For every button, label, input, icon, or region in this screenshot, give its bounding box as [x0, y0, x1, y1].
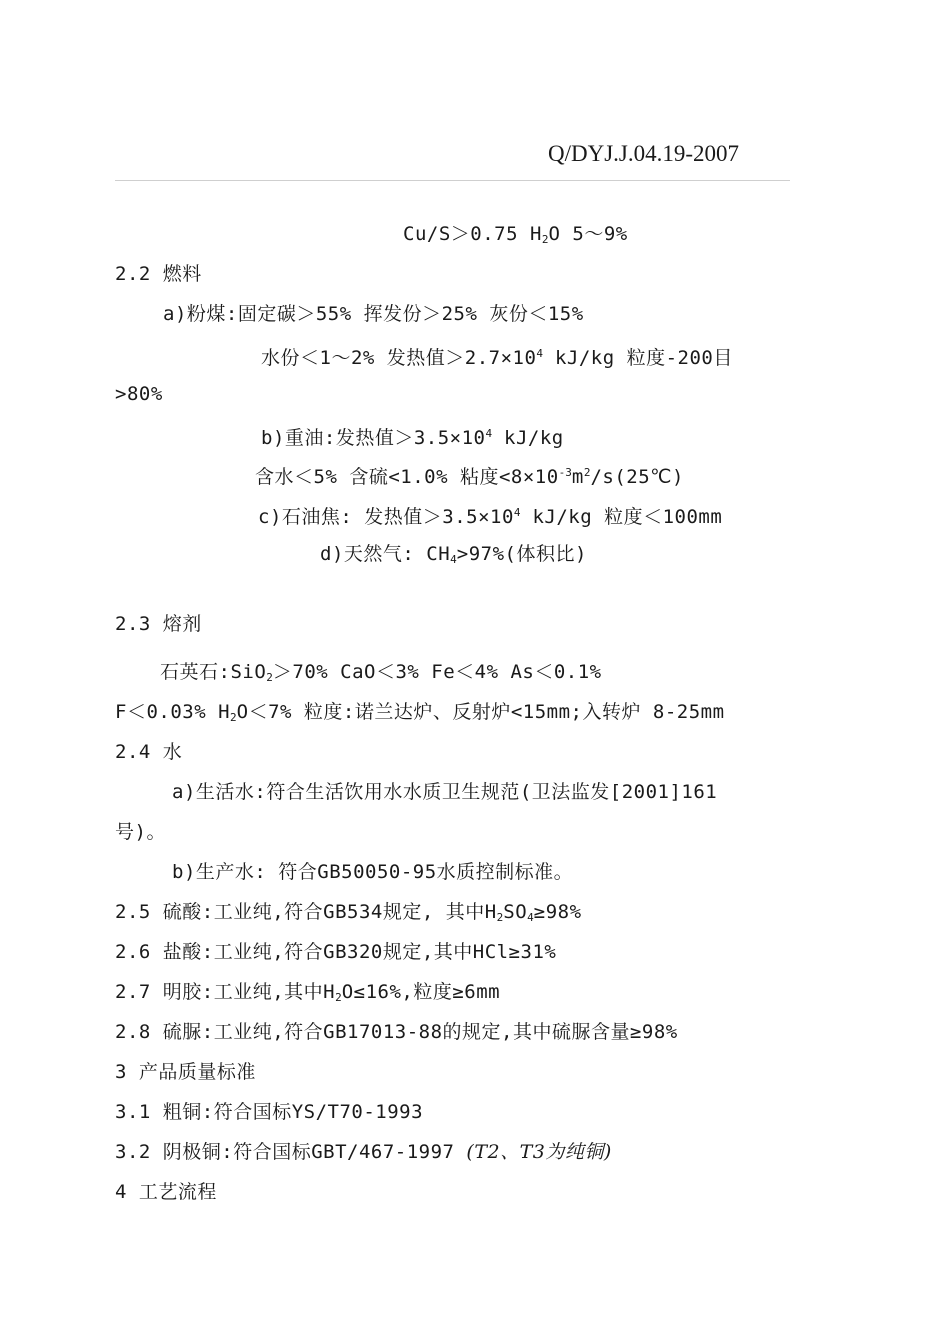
section-2-5-sulfuric-acid: 2.5 硫酸:工业纯,符合GB534规定, 其中$H_2SO_4\ge 98\%$ — [115, 901, 582, 924]
production-water-line: b)生产水: 符合GB50050-95水质控制标准。 — [172, 861, 574, 883]
header-divider — [115, 180, 790, 181]
section-3-1-blister-copper: 3.1 粗铜:符合国标YS/T70-1993 — [115, 1101, 424, 1123]
oil-properties-line: 含水＜5% 含硫<1.0% 粘度$<8\times 10^{-3}m^2/s(25℃)$ — [255, 466, 684, 488]
natural-gas-line: d)天然气: $CH_4>97\%$(体积比) — [320, 543, 587, 566]
section-4-heading: 4 工艺流程 — [115, 1181, 217, 1203]
section-2-3-heading: 2.3 熔剂 — [115, 613, 202, 635]
section-3-heading: 3 产品质量标准 — [115, 1061, 256, 1083]
petroleum-coke-line: c)石油焦: 发热值$>3.5\times 10^4$ kJ/kg 粒度＜100mm — [258, 506, 723, 528]
coal-size-continuation: >80% — [115, 383, 163, 405]
section-2-2-heading: 2.2 燃料 — [115, 263, 202, 285]
section-2-6-hydrochloric-acid: 2.6 盐酸:工业纯,符合GB320规定,其中HCl≥31% — [115, 941, 557, 963]
domestic-water-continuation: 号)。 — [115, 821, 166, 843]
document-code: Q/DYJ.J.04.19-2007 — [548, 141, 740, 166]
section-2-4-heading: 2.4 水 — [115, 741, 183, 763]
section-2-8-thiourea: 2.8 硫脲:工业纯,符合GB17013-88的规定,其中硫脲含量≥98% — [115, 1021, 678, 1043]
pulverized-coal-line: a)粉煤:固定碳＞55% 挥发份＞25% 灰份＜15% — [163, 303, 584, 325]
quartz-stone-line: 石英石:SiO$_2$＞70% CaO＜3% Fe＜4% As＜0.1% — [160, 661, 602, 684]
coal-moisture-line: 水份＜1～2% 发热值$>2.7\times 10^4$ kJ/kg 粒度-200目 — [261, 347, 733, 369]
domestic-water-line: a)生活水:符合生活饮用水水质卫生规范(卫法监发[2001]161 — [172, 781, 718, 803]
section-2-7-gelatin: 2.7 明胶:工业纯,其中$H_2O\le 16\%$,粒度≥6mm — [115, 981, 501, 1004]
heavy-oil-line: b)重油:发热值$>3.5\times 10^4$ kJ/kg — [261, 427, 564, 449]
section-3-2-cathode-copper: 3.2 阴极铜:符合国标GBT/467-1997 (T2、T3为纯铜) — [115, 1141, 612, 1163]
copper-sulfur-ratio-line: Cu/S＞0.75 $H_2O$ 5～9% — [403, 223, 628, 246]
flux-granularity-line: F＜0.03% $H_2O<7\%$ 粒度:诺兰达炉、反射炉<15mm;入转炉 8-25mm — [115, 701, 725, 724]
